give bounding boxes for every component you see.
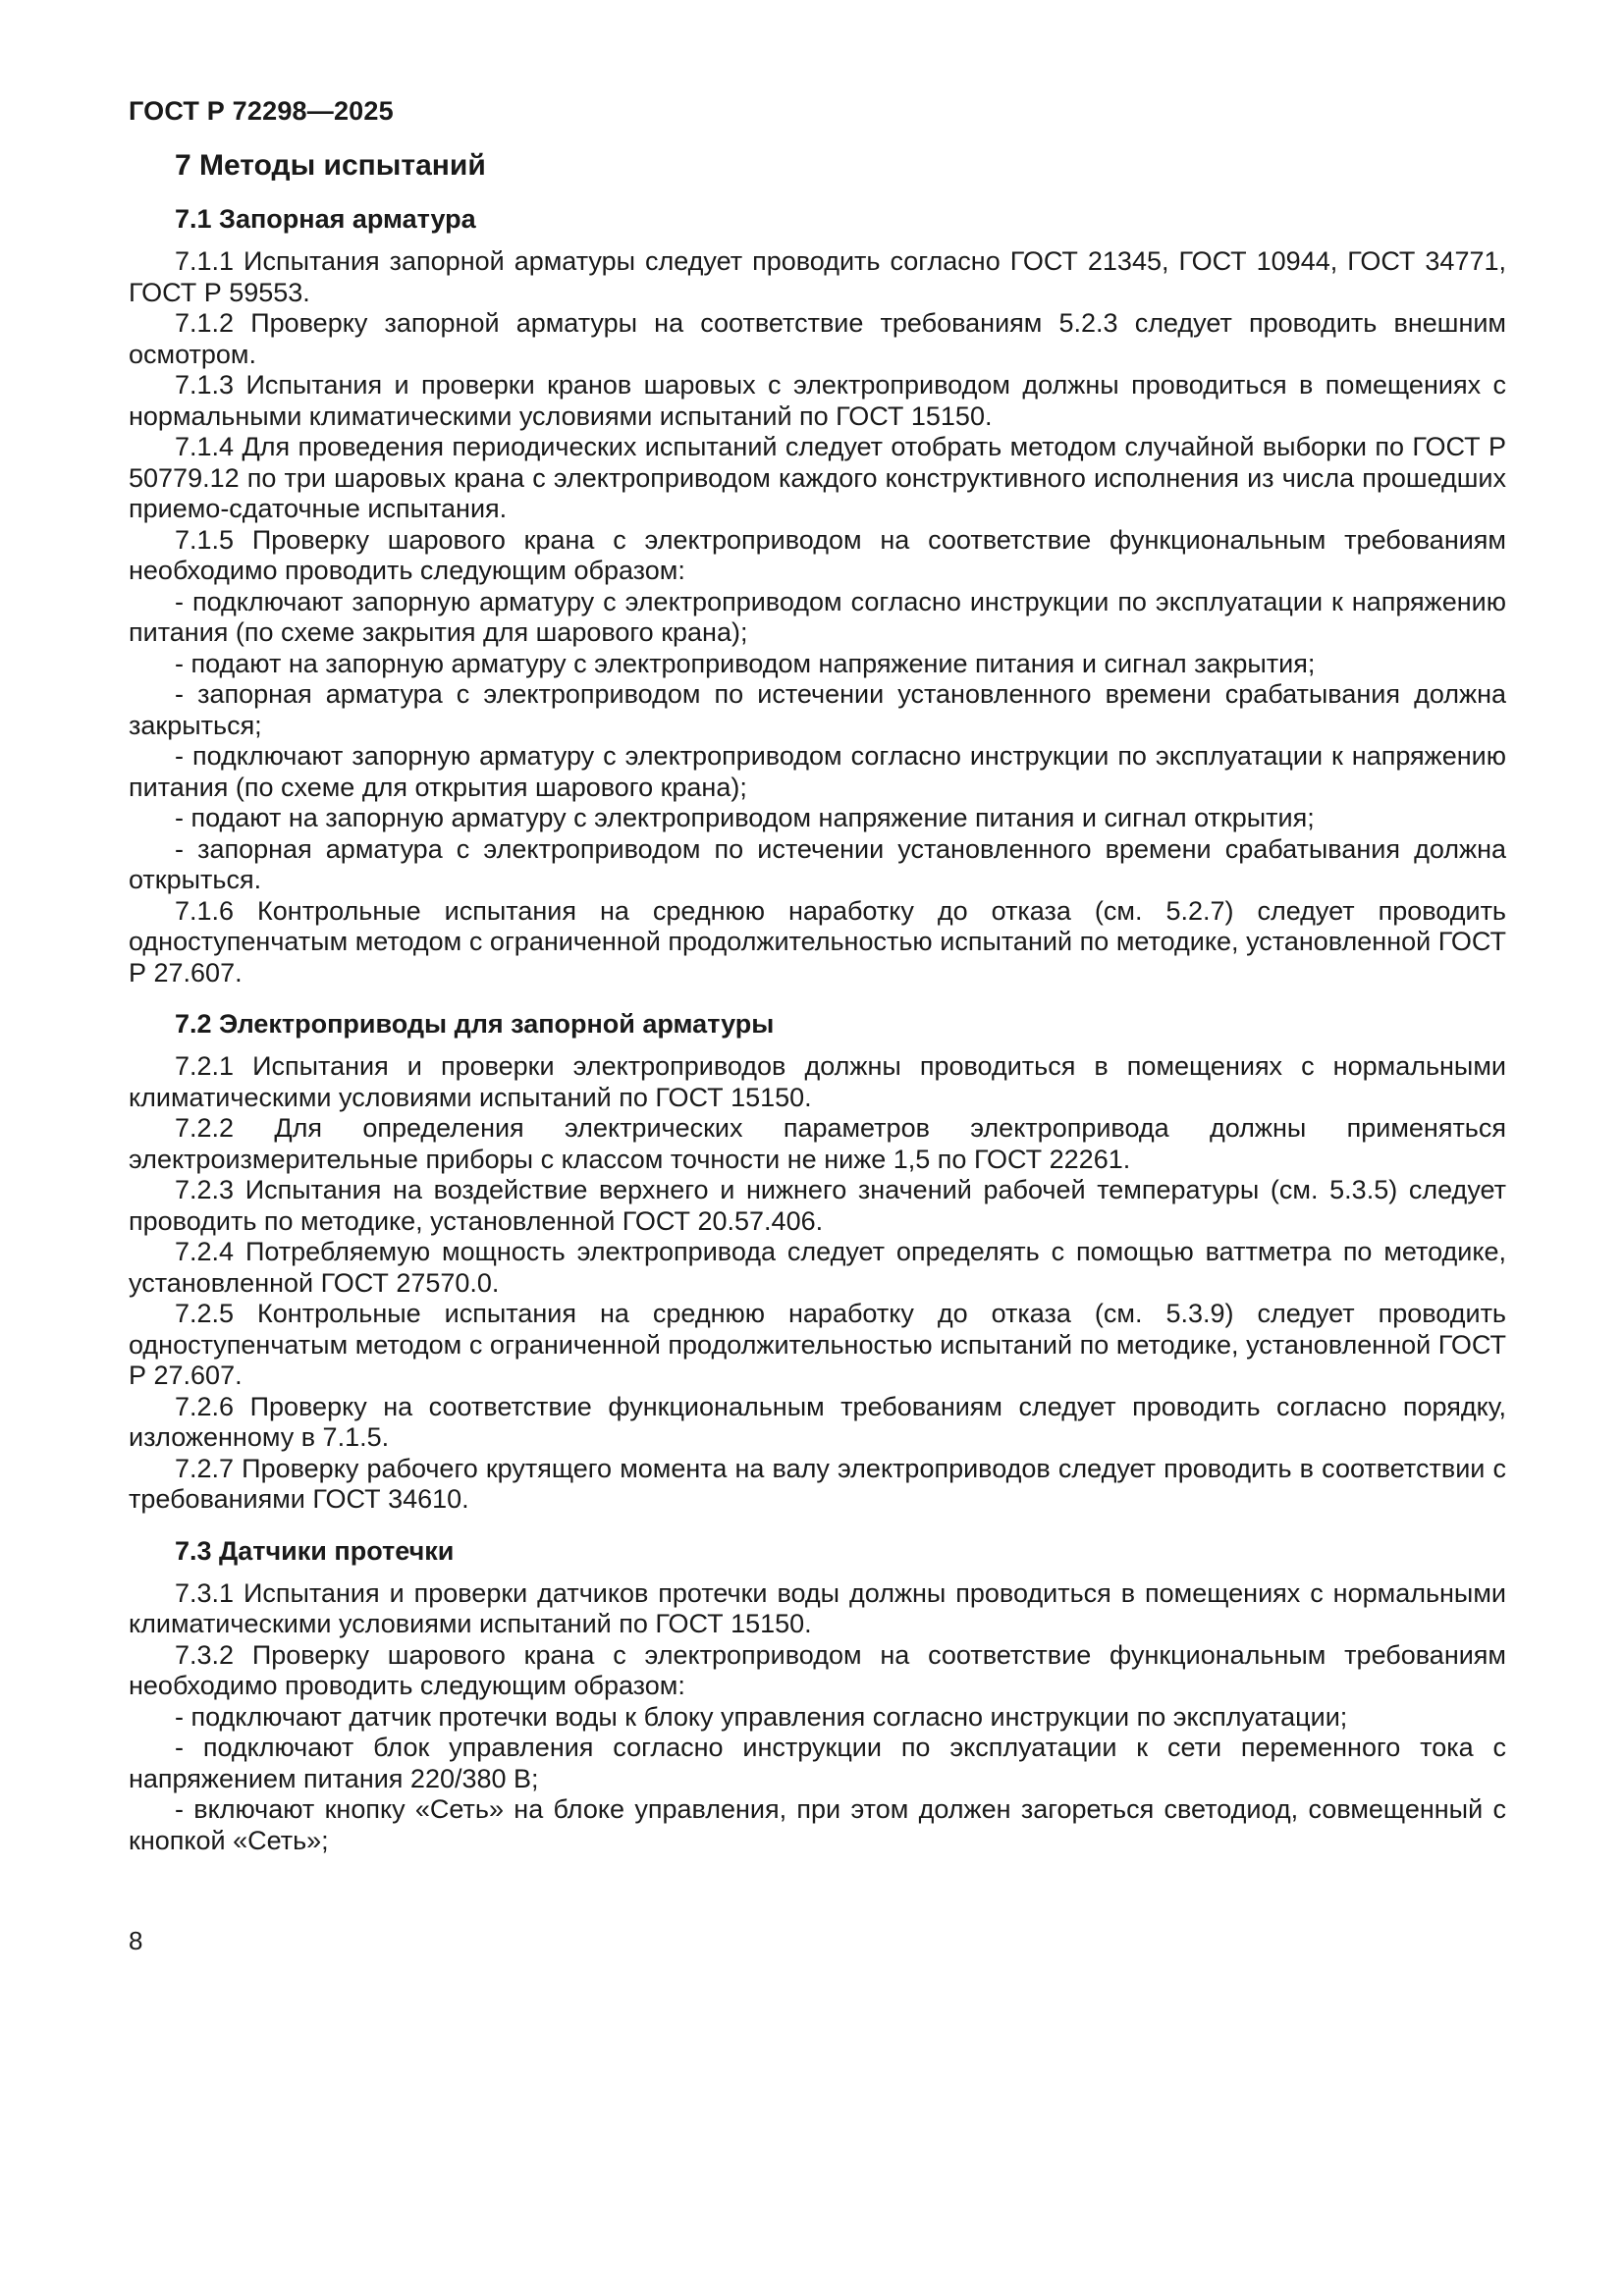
list-item: - запорная арматура с электроприводом по истечении установленного времени срабатывания должна открыться. [129,833,1506,894]
paragraph: 7.2.7 Проверку рабочего крутящего момента на валу электроприводов следует проводить в соответствии с требованиями ГОСТ 34610. [129,1453,1506,1514]
list-item: - включают кнопку «Сеть» на блоке управления, при этом должен загореться светодиод, совмещенный с кнопкой «Сеть»; [129,1794,1506,1855]
subsection-heading: 7.3 Датчики протечки [175,1535,455,1566]
paragraph: 7.2.2 Для определения электрических параметров электропривода должны применяться электроизмерительные приборы с классом точности не ниже 1,5 по ГОСТ 22261. [129,1113,1506,1174]
paragraph: 7.3.2 Проверку шарового крана с электроприводом на соответствие функциональным требованиям необходимо проводить следующим образом: [129,1639,1506,1700]
list-item: - подключают запорную арматуру с электроприводом согласно инструкции по эксплуатации к напряжению питания (по схеме для открытия шарового крана); [129,741,1506,802]
paragraph: 7.3.1 Испытания и проверки датчиков протечки воды должны проводиться в помещениях с нормальными климатическими условиями испытаний по ГОСТ 15150. [129,1577,1506,1638]
paragraph: 7.1.3 Испытания и проверки кранов шаровых с электроприводом должны проводиться в помещениях с нормальными климатическими условиями испытаний по ГОСТ 15150. [129,370,1506,431]
subsection-heading: 7.2 Электроприводы для запорной арматуры [175,1009,775,1039]
list-item: - подключают датчик протечки воды к блоку управления согласно инструкции по эксплуатации; [175,1701,1348,1732]
doc-number: ГОСТ Р 72298—2025 [129,96,394,126]
page-number: 8 [129,1926,143,1955]
paragraph: 7.1.6 Контрольные испытания на среднюю наработку до отказа (см. 5.2.7) следует проводить одноступенчатым методом с ограниченной продолжительностью испытаний по методике, установленной ГОСТ Р 27.607. [129,895,1506,988]
paragraph: 7.2.6 Проверку на соответствие функциональным требованиям следует проводить согласно порядку, изложенному в 7.1.5. [129,1391,1506,1452]
paragraph: 7.2.1 Испытания и проверки электроприводов должны проводиться в помещениях с нормальными климатическими условиями испытаний по ГОСТ 15150. [129,1051,1506,1112]
paragraph: 7.1.4 Для проведения периодических испытаний следует отобрать методом случайной выборки по ГОСТ Р 50779.12 по три шаровых крана с электроприводом каждого конструктивного исполнения из числа прошедших приемо-сдаточные испытания. [129,432,1506,523]
paragraph: 7.1.1 Испытания запорной арматуры следует проводить согласно ГОСТ 21345, ГОСТ 10944, ГОСТ 34771, ГОСТ Р 59553. [129,246,1506,307]
paragraph: 7.2.3 Испытания на воздействие верхнего и нижнего значений рабочей температуры (см. 5.3.5) следует проводить по методике, установленной ГОСТ 20.57.406. [129,1175,1506,1236]
list-item: - подают на запорную арматуру с электроприводом напряжение питания и сигнал закрытия; [175,648,1316,678]
paragraph: 7.1.5 Проверку шарового крана с электроприводом на соответствие функциональным требованиям необходимо проводить следующим образом: [129,524,1506,585]
list-item: - запорная арматура с электроприводом по истечении установленного времени срабатывания должна закрыться; [129,679,1506,740]
list-item: - подключают запорную арматуру с электроприводом согласно инструкции по эксплуатации к напряжению питания (по схеме закрытия для шарового крана); [129,586,1506,647]
subsection-heading: 7.1 Запорная арматура [175,204,476,234]
list-item: - подают на запорную арматуру с электроприводом напряжение питания и сигнал открытия; [175,803,1315,832]
paragraph: 7.2.4 Потребляемую мощность электропривода следует определять с помощью ваттметра по методике, установленной ГОСТ 27570.0. [129,1237,1506,1298]
section-heading: 7 Методы испытаний [175,149,486,182]
paragraph: 7.2.5 Контрольные испытания на среднюю наработку до отказа (см. 5.3.9) следует проводить одноступенчатым методом с ограниченной продолжительностью испытаний по методике, установленной ГОСТ Р 27.607. [129,1299,1506,1390]
list-item: - подключают блок управления согласно инструкции по эксплуатации к сети переменного тока с напряжением питания 220/380 В; [129,1733,1506,1793]
paragraph: 7.1.2 Проверку запорной арматуры на соответствие требованиям 5.2.3 следует проводить внешним осмотром. [129,308,1506,369]
